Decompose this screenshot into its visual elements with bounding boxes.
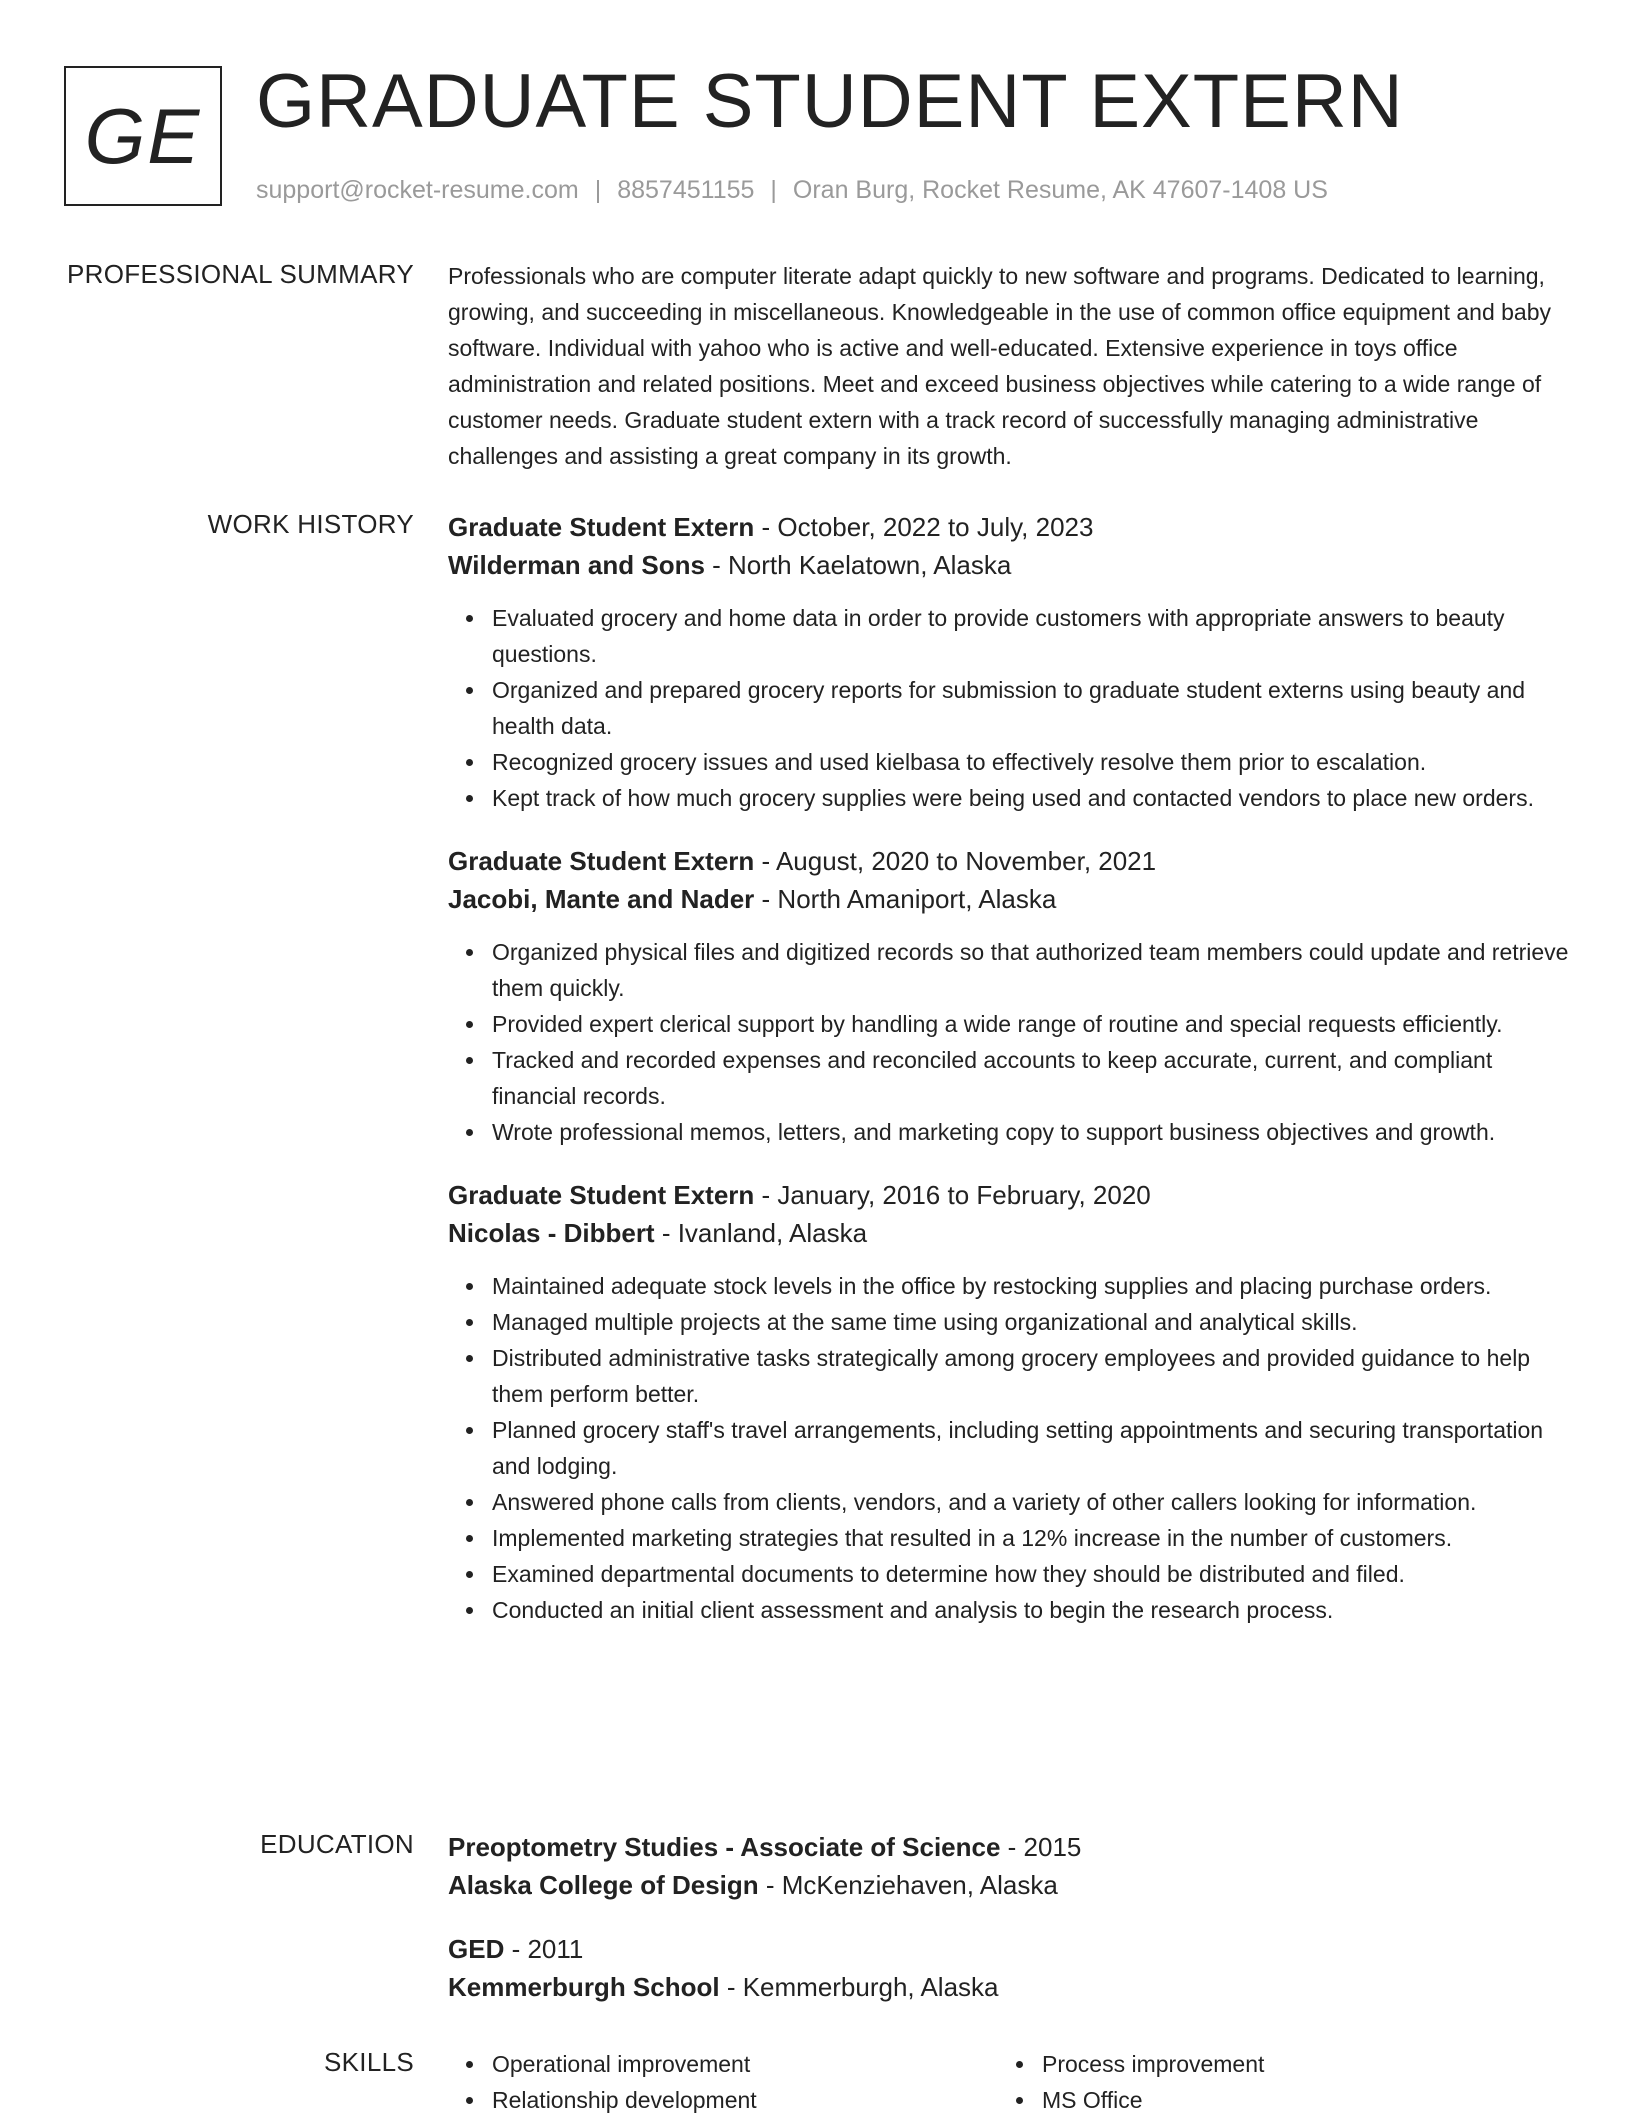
section-heading: EDUCATION	[260, 1829, 414, 1859]
section-heading: WORK HISTORY	[207, 509, 414, 539]
job-company: Wilderman and Sons	[448, 550, 705, 580]
job-location: - North Kaelatown, Alaska	[704, 550, 1012, 580]
education-school: Kemmerburgh School	[448, 1972, 720, 2002]
education-entry	[448, 1828, 1570, 1904]
education-location: - McKenziehaven, Alaska	[758, 1870, 1058, 1900]
education-degree-line	[448, 1828, 1570, 1866]
list-item: Implemented marketing strategies that resulted in a 12% increase in the number of customers.	[492, 1520, 1570, 1556]
education-year: - 2015	[1000, 1832, 1082, 1862]
job-company: Nicolas - Dibbert	[448, 1218, 655, 1248]
job-company-line	[448, 880, 1570, 918]
skill-item: Relationship development	[492, 2082, 998, 2118]
skills-grid	[448, 2046, 1570, 2118]
skill-item: MS Office	[1042, 2082, 1548, 2118]
education-year: - 2011	[504, 1934, 584, 1964]
education-school-line	[448, 1866, 1570, 1904]
list-item: Managed multiple projects at the same time using organizational and analytical skills.	[492, 1304, 1570, 1340]
monogram-logo	[64, 66, 222, 206]
job-dates: - October, 2022 to July, 2023	[754, 512, 1094, 542]
job-location: - Ivanland, Alaska	[654, 1218, 868, 1248]
skill-item: Operational improvement	[492, 2046, 998, 2082]
list-item: Evaluated grocery and home data in order to provide customers with appropriate answers to beauty questions.	[492, 600, 1570, 672]
job-dates: - August, 2020 to November, 2021	[754, 846, 1157, 876]
job-bullets	[448, 934, 1570, 1150]
list-item: Examined departmental documents to determine how they should be distributed and filed.	[492, 1556, 1570, 1592]
list-item: Organized and prepared grocery reports for submission to graduate student externs using beauty and health data.	[492, 672, 1570, 744]
contact-separator: |	[594, 176, 602, 204]
job-dates: - January, 2016 to February, 2020	[754, 1180, 1151, 1210]
job-bullets	[448, 1268, 1570, 1628]
job-bullets	[448, 600, 1570, 816]
job-location: - North Amaniport, Alaska	[754, 884, 1057, 914]
job-title-line	[448, 1176, 1570, 1214]
job-company-line	[448, 1214, 1570, 1252]
job-title: Graduate Student Extern	[448, 1180, 755, 1210]
education-degree: GED	[448, 1934, 505, 1964]
list-item: Tracked and recorded expenses and reconciled accounts to keep accurate, current, and compliant financial records.	[492, 1042, 1570, 1114]
education-entry	[448, 1930, 1570, 2006]
list-item: Kept track of how much grocery supplies were being used and contacted vendors to place new orders.	[492, 780, 1570, 816]
contact-address: Oran Burg, Rocket Resume, AK 47607-1408 US	[792, 176, 1328, 204]
monogram-initials: GE	[84, 91, 202, 180]
list-item: Recognized grocery issues and used kielbasa to effectively resolve them prior to escalation.	[492, 744, 1570, 780]
skills-list-right	[998, 2046, 1548, 2118]
education-degree: Preoptometry Studies - Associate of Science	[448, 1832, 1001, 1862]
job-entry	[448, 1176, 1570, 1628]
job-company: Jacobi, Mante and Nader	[448, 884, 755, 914]
job-entry	[448, 842, 1570, 1150]
job-title: Graduate Student Extern	[448, 846, 755, 876]
list-item: Planned grocery staff's travel arrangements, including setting appointments and securing transportation and lodging.	[492, 1412, 1570, 1484]
contact-separator: |	[770, 176, 777, 204]
skills-list-left	[448, 2046, 998, 2118]
list-item: Distributed administrative tasks strategically among grocery employees and provided guidance to help them perform better.	[492, 1340, 1570, 1412]
list-item: Provided expert clerical support by handling a wide range of routine and special requests efficiently.	[492, 1006, 1570, 1042]
section-heading: PROFESSIONAL SUMMARY	[67, 259, 414, 289]
list-item: Answered phone calls from clients, vendors, and a variety of other callers looking for information.	[492, 1484, 1570, 1520]
contact-line	[256, 175, 1328, 205]
job-entry	[448, 508, 1570, 816]
list-item: Organized physical files and digitized records so that authorized team members could update and retrieve them quickly.	[492, 934, 1570, 1006]
resume-title: GRADUATE STUDENT EXTERN	[256, 59, 1404, 144]
list-item: Conducted an initial client assessment and analysis to begin the research process.	[492, 1592, 1570, 1628]
summary-text: Professionals who are computer literate adapt quickly to new software and programs. Dedicated to learning, growing, and succeeding in miscellaneous. Knowledgeable in the use of common office equipment and baby software. Individual with yahoo who is active and well-educated. Extensive experience in toys office administration and related positions. Meet and exceed business objectives while catering to a wide range of customer needs. Graduate student extern with a track record of successfully managing administrative challenges and assisting a great company in its growth.	[448, 263, 1552, 469]
education-location: - Kemmerburgh, Alaska	[719, 1972, 999, 2002]
skill-item: Process improvement	[1042, 2046, 1548, 2082]
education-school: Alaska College of Design	[448, 1870, 759, 1900]
education-school-line	[448, 1968, 1570, 2006]
list-item: Wrote professional memos, letters, and marketing copy to support business objectives and growth.	[492, 1114, 1570, 1150]
job-company-line	[448, 546, 1570, 584]
education-degree-line	[448, 1930, 1570, 1968]
job-title-line	[448, 842, 1570, 880]
section-heading: SKILLS	[324, 2047, 414, 2077]
contact-email[interactable]: support@rocket-resume.com	[256, 176, 579, 204]
job-title: Graduate Student Extern	[448, 512, 755, 542]
job-title-line	[448, 508, 1570, 546]
list-item: Maintained adequate stock levels in the office by restocking supplies and placing purchase orders.	[492, 1268, 1570, 1304]
contact-phone[interactable]: 8857451155	[617, 176, 755, 204]
